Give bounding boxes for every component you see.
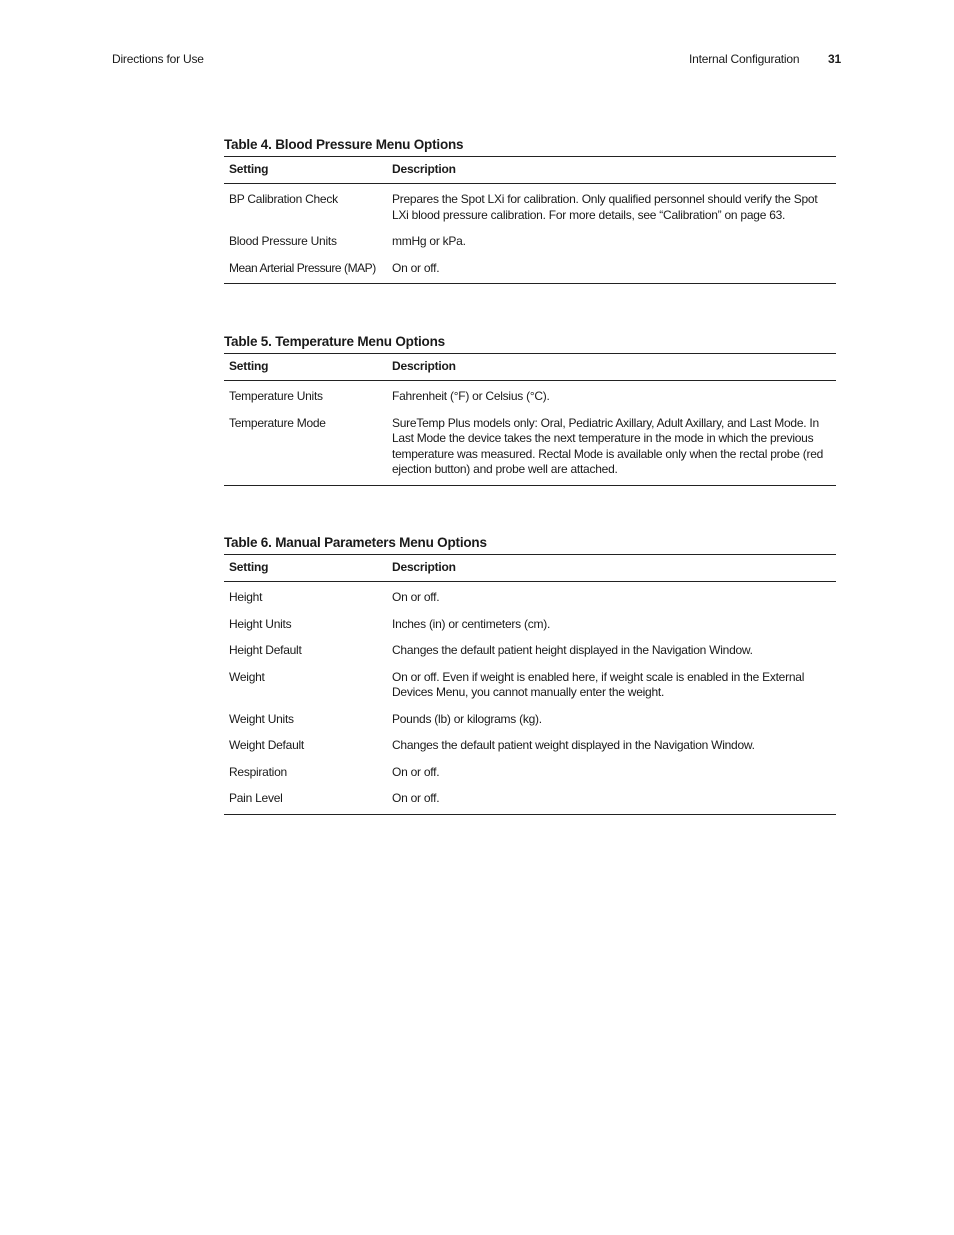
description-cell: Changes the default patient weight displayed in the Navigation Window. xyxy=(392,738,755,752)
setting-cell: Mean Arterial Pressure (MAP) xyxy=(224,258,387,284)
description-cell: Pounds (lb) or kilograms (kg). xyxy=(392,711,542,726)
table-6-title: Table 6. Manual Parameters Menu Options xyxy=(224,535,487,550)
table-row xyxy=(224,762,836,789)
description-cell: SureTemp Plus models only: Oral, Pediatric Axillary, Adult Axillary, and Last Mode. In Last Mode the device takes the next temperature in the mode in which the previous temperature was measured. Rectal Mode is available only when the rectal probe (red ejection button) and probe well are attached. xyxy=(387,413,836,486)
table-5-block xyxy=(224,332,836,486)
column-header-setting: Setting xyxy=(224,555,387,582)
description-cell: mmHg or kPa. xyxy=(392,234,466,248)
column-header-description: Description xyxy=(387,354,836,381)
setting-cell: Temperature Units xyxy=(229,389,323,403)
description-cell: On or off. xyxy=(392,590,440,604)
table-6-block xyxy=(224,533,836,815)
description-cell: Prepares the Spot LXi for calibration. Only qualified personnel should verify the Spot LXi blood pressure calibration. For more details, see “Calibration” on page 63. xyxy=(392,192,818,222)
table-row xyxy=(224,667,836,709)
description-cell: Changes the default patient height displayed in the Navigation Window. xyxy=(392,643,753,657)
table-4-block xyxy=(224,135,836,284)
table-5-title: Table 5. Temperature Menu Options xyxy=(224,334,445,349)
table-row xyxy=(224,258,836,284)
table-header-row xyxy=(224,157,836,184)
column-header-description: Description xyxy=(387,555,836,582)
table-row xyxy=(224,735,836,762)
setting-cell: Height Default xyxy=(229,643,302,657)
setting-cell: Respiration xyxy=(229,764,287,779)
page-number: 31 xyxy=(828,52,841,66)
description-cell: On or off. Even if weight is enabled here, if weight scale is enabled in the External Devices Menu, you cannot manually enter the weight. xyxy=(392,669,805,699)
table-row xyxy=(224,614,836,641)
table-row xyxy=(224,788,836,814)
table-row xyxy=(224,640,836,667)
description-cell: On or off. xyxy=(392,764,440,779)
table-4-title: Table 4. Blood Pressure Menu Options xyxy=(224,137,464,152)
table-4 xyxy=(224,156,836,284)
table-header-row xyxy=(224,354,836,381)
setting-cell: Weight xyxy=(229,669,265,684)
description-cell: On or off. xyxy=(387,788,836,814)
table-row xyxy=(224,184,836,232)
column-header-setting: Setting xyxy=(224,157,387,184)
setting-cell: Height Units xyxy=(229,616,292,631)
column-header-setting: Setting xyxy=(224,354,387,381)
table-row xyxy=(224,413,836,486)
setting-cell: Height xyxy=(229,590,263,604)
description-cell: On or off. xyxy=(387,258,836,284)
setting-cell: BP Calibration Check xyxy=(229,192,338,206)
setting-cell: Pain Level xyxy=(224,788,387,814)
setting-cell: Blood Pressure Units xyxy=(229,234,337,248)
running-header-left: Directions for Use xyxy=(112,52,204,66)
table-row xyxy=(224,381,836,413)
table-row xyxy=(224,582,836,614)
running-header-section: Internal Configuration xyxy=(689,52,800,66)
table-row xyxy=(224,709,836,736)
setting-cell: Weight Units xyxy=(229,711,294,726)
column-header-description: Description xyxy=(387,157,836,184)
table-row xyxy=(224,231,836,258)
table-5 xyxy=(224,353,836,486)
description-cell: Inches (in) or centimeters (cm). xyxy=(392,616,551,631)
table-header-row xyxy=(224,555,836,582)
setting-cell: Temperature Mode xyxy=(224,413,387,486)
table-6 xyxy=(224,554,836,815)
description-cell: Fahrenheit (°F) or Celsius (°C). xyxy=(392,389,550,403)
setting-cell: Weight Default xyxy=(229,738,304,752)
